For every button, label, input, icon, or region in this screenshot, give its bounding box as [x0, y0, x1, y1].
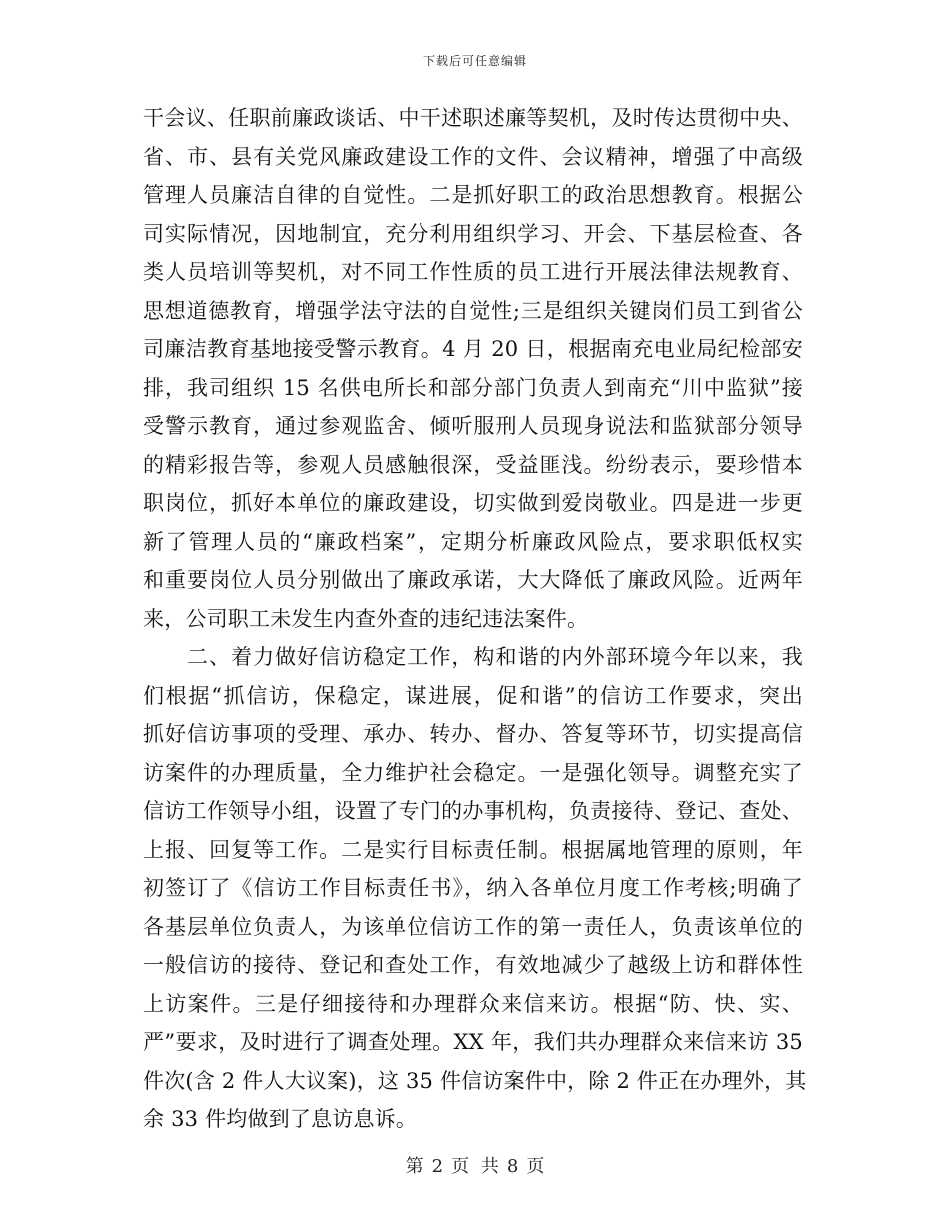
body-line-23: 一般信访的接待、登记和查处工作，有效地减少了越级上访和群体性	[143, 953, 803, 977]
body-line-3: 管理人员廉洁自律的自觉性。二是抓好职工的政治思想教育。根据公	[143, 183, 803, 207]
body-line-27: 余 33 件均做到了息访息诉。	[143, 1107, 418, 1131]
body-line-22: 各基层单位负责人，为该单位信访工作的第一责任人，负责该单位的	[143, 914, 803, 939]
body-line-13: 和重要岗位人员分别做出了廉政承诺，大大降低了廉政风险。近两年	[143, 568, 803, 592]
body-line-9: 受警示教育，通过参观监舍、倾听服刑人员现身说法和监狱部分领导	[143, 414, 803, 438]
body-line-14: 来，公司职工未发生内查外查的违纪违法案件。	[143, 606, 589, 631]
body-line-15: 二、着力做好信访稳定工作，构和谐的内外部环境今年以来，我	[143, 645, 803, 669]
body-line-20: 上报、回复等工作。二是实行目标责任制。根据属地管理的原则，年	[143, 837, 803, 862]
body-line-18: 访案件的办理质量，全力维护社会稳定。一是强化领导。调整充实了	[143, 760, 803, 785]
body-line-5: 类人员培训等契机，对不同工作性质的员工进行开展法律法规教育、	[143, 260, 803, 284]
body-line-4: 司实际情况，因地制宜，充分利用组织学习、开会、下基层检查、各	[143, 221, 803, 246]
page-footer	[0, 1152, 950, 1178]
body-line-19: 信访工作领导小组，设置了专门的办事机构，负责接待、登记、查处、	[143, 799, 803, 823]
body-line-21: 初签订了《信访工作目标责任书》，纳入各单位月度工作考核;明确了	[143, 876, 803, 900]
body-line-24: 上访案件。三是仔细接待和办理群众来信来访。根据“防、快、实、	[143, 991, 803, 1016]
footer-suffix: 页	[526, 1156, 545, 1177]
body-line-7: 司廉洁教育基地接受警示教育。4 月 20 日，根据南充电业局纪检部安	[143, 337, 803, 361]
body-line-11: 职岗位，抓好本单位的廉政建设，切实做到爱岗敬业。四是进一步更	[143, 491, 803, 515]
body-line-10: 的精彩报告等，参观人员感触很深，受益匪浅。纷纷表示，要珍惜本	[143, 452, 803, 477]
body-line-25: 严”要求，及时进行了调查处理。XX 年，我们共办理群众来信来访 35	[143, 1030, 803, 1054]
footer-total-pages: 8	[506, 1156, 519, 1177]
document-body	[143, 99, 807, 1139]
body-line-26: 件次(含 2 件人大议案)，这 35 件信访案件中，除 2 件正在办理外，其	[143, 1068, 807, 1093]
body-line-6: 思想道德教育，增强学法守法的自觉性;三是组织关键岗们员工到省公	[143, 298, 803, 323]
body-line-16: 们根据“抓信访，保稳定，谋进展，促和谐”的信访工作要求，突出	[143, 683, 803, 708]
body-line-1: 干会议、任职前廉政谈话、中干述职述廉等契机，及时传达贯彻中央、	[143, 106, 803, 130]
body-line-12: 新了管理人员的“廉政档案”，定期分析廉政风险点，要求职低权实	[143, 529, 803, 554]
footer-middle: 页 共	[451, 1156, 499, 1177]
footer-prefix: 第	[405, 1156, 424, 1177]
page-header: 下载后可任意编辑	[422, 54, 527, 68]
body-line-2: 省、市、县有关党风廉政建设工作的文件、会议精神，增强了中高级	[143, 144, 803, 169]
body-line-17: 抓好信访事项的受理、承办、转办、督办、答复等环节，切实提高信	[143, 722, 803, 746]
body-line-8: 排，我司组织 15 名供电所长和部分部门负责人到南充“川中监狱”接	[143, 375, 803, 400]
footer-page-number: 2	[431, 1156, 444, 1177]
